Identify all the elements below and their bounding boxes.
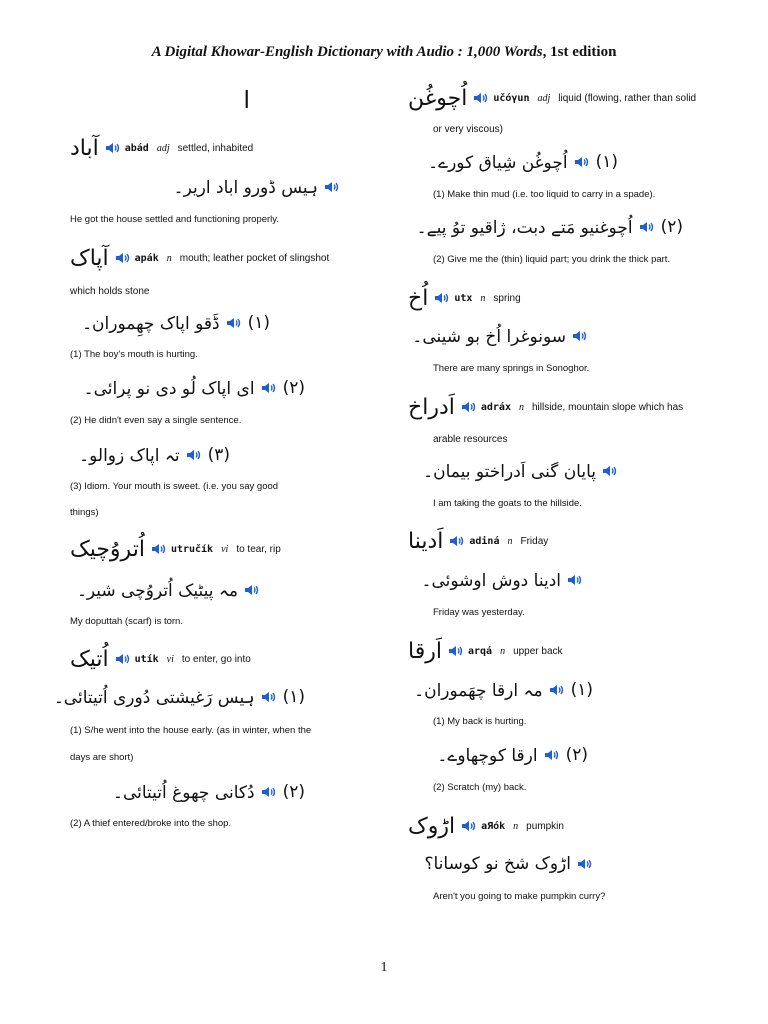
transliteration: učóγun [493, 92, 530, 104]
example-english: (2) Scratch (my) back. [433, 782, 527, 793]
gloss: settled, inhabited [177, 142, 254, 154]
entry-head [408, 812, 718, 840]
example-urdu: (٣) تہ اپاک زوالو۔ [79, 445, 230, 466]
speaker-icon[interactable] [151, 543, 167, 555]
gloss: mouth; leather pocket of slingshot [179, 252, 330, 264]
speaker-icon[interactable] [461, 401, 477, 413]
speaker-icon[interactable] [226, 317, 242, 329]
speaker-icon[interactable] [473, 92, 489, 104]
speaker-icon[interactable] [572, 330, 588, 342]
entry-head [70, 244, 380, 272]
headword: اَرقا [408, 638, 442, 664]
part-of-speech: vi [221, 543, 229, 555]
transliteration: arqá [467, 645, 493, 657]
transliteration: apák [134, 252, 159, 264]
example-english: (1) The boy's mouth is hurting. [70, 349, 198, 360]
example-english: (1) S/he went into the house early. (as in winter, when the [70, 725, 312, 736]
headword: اُچوغُن [408, 85, 468, 111]
part-of-speech: vi [166, 653, 174, 665]
part-of-speech: adj [537, 92, 551, 104]
speaker-icon[interactable] [261, 691, 277, 703]
example-urdu: (٢) ای اپاک لُو دی نو پرائی۔ [83, 378, 305, 399]
speaker-icon[interactable] [639, 221, 655, 233]
gloss-continued: arable resources [433, 434, 508, 445]
speaker-icon[interactable] [105, 142, 121, 154]
gloss-continued: which holds stone [70, 286, 150, 297]
example-english: (2) A thief entered/broke into the shop. [70, 818, 232, 829]
part-of-speech: n [166, 252, 172, 264]
example-urdu: مہ پیٹیک اُتروُچی شیر۔ [70, 577, 260, 603]
gloss: spring [493, 292, 521, 304]
example-urdu: (٢) اُچوغنیو مَتے دبت، ژاقیو توُ پیے۔ [416, 217, 683, 238]
example-english: (2) Give me the (thin) liquid part; you drink the thick part. [433, 254, 671, 265]
transliteration: abád [124, 142, 149, 154]
speaker-icon[interactable] [602, 465, 618, 477]
gloss: Friday [520, 535, 549, 547]
example-english: Aren't you going to make pumpkin curry? [433, 891, 606, 902]
headword: اَدینا [408, 528, 444, 554]
example-urdu: پایان گنی اَدراختو بیمان۔ [408, 458, 618, 484]
example-english: I am taking the goats to the hillside. [433, 498, 582, 509]
part-of-speech: n [507, 535, 513, 547]
speaker-icon[interactable] [567, 574, 583, 586]
speaker-icon[interactable] [544, 749, 560, 761]
speaker-icon[interactable] [244, 584, 260, 596]
part-of-speech: n [500, 645, 506, 657]
gloss: hillside, mountain slope which has [531, 401, 684, 413]
speaker-icon[interactable] [461, 820, 477, 832]
transliteration: adráx [480, 401, 511, 413]
example-english: My doputtah (scarf) is torn. [70, 616, 183, 627]
example-urdu: (١) اُچوغُن شِیاق کورے۔ [428, 152, 618, 173]
example-urdu: (١) ڈَقو اپاک چھِموران۔ [82, 313, 270, 334]
page-number: 1 [380, 960, 388, 975]
example-urdu: (١) مہ ارقا چھَموران۔ [414, 680, 593, 701]
example-urdu: (٢) دُکانی چھوغ اُتیتائی۔ [113, 782, 305, 803]
transliteration: utručík [170, 543, 214, 555]
entry-head [408, 84, 718, 112]
headword: آباد [70, 135, 99, 161]
entry-head [408, 527, 718, 555]
entry-head [70, 134, 380, 162]
speaker-icon[interactable] [449, 535, 465, 547]
headword: اُتروُچیک [70, 536, 145, 562]
gloss-continued: or very viscous) [433, 124, 504, 135]
example-english: (1) Make thin mud (i.e. too liquid to carry in a spade). [433, 189, 656, 200]
gloss: upper back [513, 645, 563, 657]
transliteration: aЯók [481, 820, 506, 832]
gloss: liquid (flowing, rather than solid [558, 92, 697, 104]
example-urdu: سونوغرا اُخ بو شینی۔ [408, 323, 588, 349]
speaker-icon[interactable] [115, 252, 131, 264]
transliteration: utx [454, 292, 473, 304]
example-urdu: اڑوک شخ نو کوسانا؟ [408, 851, 593, 877]
speaker-icon[interactable] [261, 382, 277, 394]
headword: اڑوک [408, 813, 456, 839]
example-urdu: (٢) ارقا کوچھاوے۔ [437, 745, 588, 766]
page-title: A Digital Khowar-English Dictionary with Audio : 1,000 Words, 1st edition [151, 44, 617, 60]
example-english: (3) Idiom. Your mouth is sweet. (i.e. you say good [70, 481, 279, 492]
headword: آپاک [70, 245, 109, 271]
letter-heading: ا [243, 86, 250, 114]
speaker-icon[interactable] [549, 684, 565, 696]
gloss: to tear, rip [236, 543, 281, 555]
gloss: pumpkin [526, 820, 564, 832]
gloss: to enter, go into [181, 653, 251, 665]
entry-head [70, 645, 380, 673]
example-urdu: ادینا دوش اوشوئی۔ [408, 567, 583, 593]
transliteration: adiná [469, 535, 500, 547]
example-english: (1) My back is hurting. [433, 716, 527, 727]
entry-head [408, 637, 718, 665]
speaker-icon[interactable] [115, 653, 131, 665]
speaker-icon[interactable] [434, 292, 450, 304]
example-english-continued: days are short) [70, 752, 134, 763]
entry-head [70, 535, 380, 563]
speaker-icon[interactable] [577, 858, 593, 870]
example-urdu: ہیس ڈورو اباد اریر۔ [70, 174, 340, 200]
headword: اَدراخ [408, 394, 455, 420]
part-of-speech: n [513, 820, 519, 832]
part-of-speech: n [518, 401, 524, 413]
example-english: There are many springs in Sonoghor. [433, 363, 590, 374]
transliteration: utík [134, 653, 159, 665]
entry-head [408, 393, 718, 421]
speaker-icon[interactable] [448, 645, 464, 657]
headword: اُتیک [70, 646, 109, 672]
example-urdu: (١) ہیس رَغیشتی دُوری اُتیتائی۔ [53, 687, 305, 708]
speaker-icon[interactable] [186, 449, 202, 461]
example-english-continued: things) [70, 507, 99, 518]
entry-head [408, 284, 718, 312]
headword: اُخ [408, 285, 429, 311]
example-english: Friday was yesterday. [433, 607, 525, 618]
example-english: He got the house settled and functioning properly. [70, 214, 279, 225]
example-english: (2) He didn't even say a single sentence. [70, 415, 242, 426]
part-of-speech: n [480, 292, 486, 304]
part-of-speech: adj [156, 142, 170, 154]
speaker-icon[interactable] [261, 786, 277, 798]
speaker-icon[interactable] [574, 156, 590, 168]
speaker-icon[interactable] [324, 181, 340, 193]
